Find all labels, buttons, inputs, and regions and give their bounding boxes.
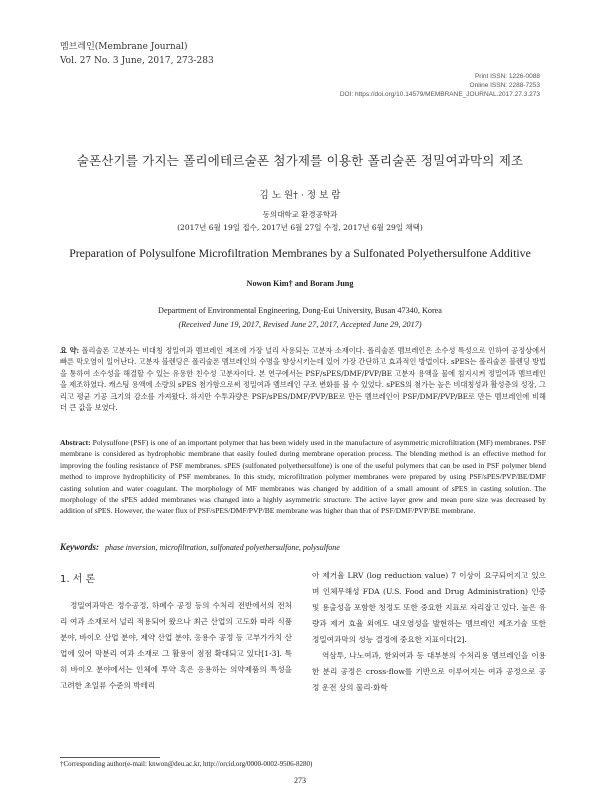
page-number: 273: [294, 776, 306, 785]
korean-authors: 김 노 원† · 정 보 람: [259, 190, 341, 201]
korean-abstract-text: 폴리술폰 고분자는 비대칭 정밀여과 멤브레인 제조에 가장 널리 사용되는 고분자 소재이다. 폴리술폰 멤브레인은 소수성 특성으로 인하여 공정상에서 빠른 막오염이 일어난다. 고분자 블렌딩은 폴리술폰 멤브레인의 수명을 향상시키는데 있어 가장 간단하고 효과적인 방법이다. sPES는 폴리술폰 블렌딩 방법을 통하여 소수성을 해결할 수 있는 유용한 친수성 고분자이다. 본 연구에서는 PSF/sPES/DMF/PVP/BE 고분자 용액을 물에 침지시켜 정밀여과 멤브레인을 제조하였다. 캐스팅 용액에 소량의 sPES 첨가함으로써 정밀여과 멤브레인 구조 변화를 볼 수 있었다. sPES의 첨가는 높은 비대칭성과 활성층의 성장, 그리고 평균 기공 크기의 감소를 가져왔다. 하지만 수투과량은 PSF/sPES/DMF/PVP/BE로 만든 멤브레인이 PSF/DMF/PVP/BE로 만든 멤브레인에 비해 더 큰 값을 보였다.: [60, 346, 546, 413]
section-heading-introduction: 1. 서 론: [60, 574, 96, 585]
korean-abstract: [60, 345, 546, 413]
issn-doi-block: [340, 72, 540, 99]
body-column-left: [60, 598, 292, 694]
body-column-right: [312, 568, 546, 696]
english-abstract-label: Abstract:: [60, 438, 91, 447]
korean-dates: (2017년 6월 19일 접수, 2017년 6월 27일 수정, 2017년 6월 29일 채택): [177, 223, 423, 232]
english-abstract-text: Polysulfone (PSF) is one of an important polymer that has been widely used in the manufacture of asymmetric microfiltration (MF) membranes. PSF membrane is considered as hydrophobic membrane that easily fouled during membrane operation process. The blending method is an effective method for improving the fouling resistance of PSF membranes. sPES (sulfonated polyethersulfone) is one of the useful polymers that can be used in PSF polymer blend method to improve hydrophilicity of PSF membranes. In this study, microfiltration polymer membranes were prepared by using PSF/sPES/PVP/BE/DMF casting solution and water coagulant. The morphology of MF membranes was changed by addition of a small amount of sPES in casting solution. The morphology of the sPES added membranes was changed into a highly asymmetric structure. The active layer grew and mean pore size was decreased by addition of sPES. However, the water flux of PSF/sPES/DMF/PVP/BE membrane was higher than that of PSF/DMF/PVP/BE membrane.: [60, 438, 547, 516]
korean-affiliation: 동의대학교 환경공학과: [262, 210, 338, 219]
english-authors: Nowon Kim† and Boram Jung: [246, 279, 354, 288]
english-abstract: [60, 437, 546, 517]
intro-paragraph-2: 역삼투, 나노여과, 한외여과 등 대부분의 수처리용 멤브레인을 이용한 분리 공정은 cross-flow를 기반으로 이루어지는 여과 공정으로 공정 운전 상의 물리·화학: [312, 651, 546, 692]
journal-volume: Vol. 27 No. 3 June, 2017, 273-283: [60, 56, 214, 66]
intro-paragraph-1: 정밀여과막은 정수공정, 하폐수 공정 등의 수처리 전반에서의 전처리 여과 소재로서 널리 적용되어 왔으나 최근 산업의 고도화 따라 식품 분야, 바이오 산업 분야, 제약 산업 분야, 응용수 공정 등 고부가가치 산업에 있어 막분리 여과 소재로 그 활용이 점점 확대되고 있다[1-3]. 특히 바이오 분야에서는 인체에 투약 혹은 응용하는 의약제품의 특성을 고려한 초일류 수준의 박테리: [60, 601, 292, 690]
keywords: [60, 542, 550, 552]
english-title: Preparation of Polysulfone Microfiltration Membranes by a Sulfonated Polyethersulfone Additive: [69, 246, 531, 260]
english-affiliation: Department of Environmental Engineering, Dong-Eui University, Busan 47340, Korea: [158, 306, 442, 315]
doi-link[interactable]: DOI: https://doi.org/10.14579/MEMBRANE_JOURNAL.2017.27.3.273: [339, 91, 540, 98]
journal-name: 멤브레인(Membrane Journal): [60, 42, 188, 52]
korean-abstract-label: 요 약:: [60, 346, 80, 355]
corresponding-author-footnote: †Corresponding author(e-mail: knwon@deu.ac.kr, http://orcid.org/0000-0002-9506-8280): [60, 760, 313, 768]
keywords-label: Keywords:: [60, 542, 99, 552]
english-dates: (Received June 19, 2017, Revised June 27, 2017, Accepted June 29, 2017): [178, 320, 422, 329]
journal-header: [60, 40, 214, 68]
print-issn: Print ISSN: 1226-0088: [474, 73, 540, 80]
keywords-text: phase inversion, microfiltration, sulfonated polyethersulfone, polysulfone: [105, 543, 340, 552]
footnote-divider: [60, 757, 160, 758]
intro-paragraph-continued: 아 제거율 LRV (log reduction value) 7 이상이 요구되어지고 있으며 인체무해성 FDA (U.S. Food and Drug Administration) 인증 및 용출성을 포함한 청정도 또한 중요한 지표로 자리잡고 있다. 높은 유량과 제거 효율 외에도 내오염성을 발현하는 멤브레인 제조기술 또한 정밀여과막의 성능 결정에 중요한 지표이다[2].: [312, 571, 546, 644]
korean-title: 술폰산기를 가지는 폴리에테르술폰 첨가제를 이용한 폴리술폰 정밀여과막의 제조: [76, 153, 524, 168]
online-issn: Online ISSN: 2288-7253: [469, 82, 540, 89]
